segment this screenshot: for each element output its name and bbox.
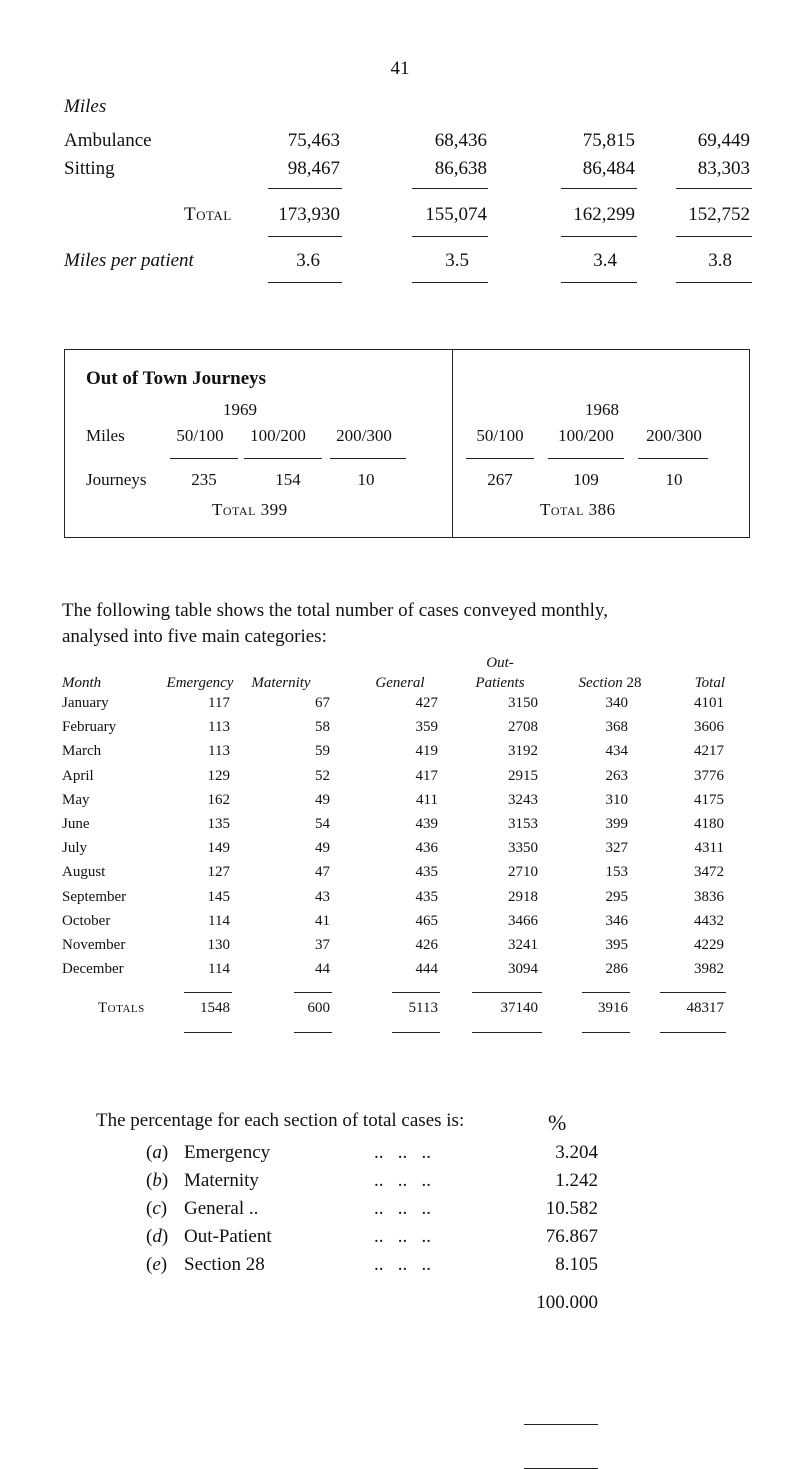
month-cell: October [62, 913, 111, 929]
table-cell: 114 [208, 961, 230, 977]
percent-item-value: 3.204 [555, 1142, 598, 1163]
percent-item-label: Section 28 [184, 1254, 265, 1275]
leader-dots: .. .. .. [374, 1198, 431, 1219]
per-patient-value: 3.8 [708, 250, 732, 271]
table-cell: 4432 [694, 913, 724, 929]
journeys-value: 154 [275, 470, 301, 489]
total-value: 162,299 [573, 204, 635, 225]
total-value: 173,930 [278, 204, 340, 225]
divider [561, 188, 637, 189]
divider [170, 458, 238, 459]
month-cell: December [62, 961, 124, 977]
divider [676, 236, 752, 237]
table-cell: 135 [207, 816, 230, 832]
letter: a [152, 1142, 162, 1163]
percent-intro: The percentage for each section of total cases is: [96, 1110, 465, 1131]
letter: c [152, 1198, 161, 1219]
percent-item-label: Out-Patient [184, 1226, 272, 1247]
page-number: 41 [390, 58, 410, 79]
ambulance-value: 69,449 [697, 130, 750, 151]
divider [524, 1424, 598, 1425]
table-cell: 3094 [508, 961, 538, 977]
table-cell: 436 [415, 840, 438, 856]
percent-item-letter: (a) [146, 1142, 169, 1163]
percent-item-value: 76.867 [545, 1226, 598, 1247]
month-cell: March [62, 743, 102, 759]
sitting-value: 86,638 [434, 158, 487, 179]
table-cell: 3982 [694, 961, 724, 977]
divider [472, 1032, 542, 1033]
table-cell: 149 [207, 840, 230, 856]
table-cell: 3606 [694, 719, 724, 735]
totals-value: 1548 [200, 1000, 230, 1016]
table-cell: 49 [315, 840, 330, 856]
header-patients: Patients [475, 675, 525, 691]
table-cell: 113 [208, 719, 230, 735]
header-general: General [375, 675, 425, 691]
percent-item-letter: (c) [146, 1198, 168, 1219]
table-cell: 426 [415, 937, 438, 953]
table-cell: 54 [315, 816, 330, 832]
table-cell: 117 [208, 695, 230, 711]
table-cell: 411 [416, 792, 438, 808]
ambulance-value: 75,463 [287, 130, 340, 151]
journeys-value: 267 [487, 470, 513, 489]
header-section-number: 28 [626, 675, 642, 691]
divider [660, 992, 726, 993]
table-cell: 3836 [694, 889, 724, 905]
divider [184, 1032, 232, 1033]
totals-value: 37140 [500, 1000, 538, 1016]
totals-value: 600 [307, 1000, 330, 1016]
table-cell: 3243 [508, 792, 538, 808]
sitting-value: 83,303 [697, 158, 750, 179]
divider [412, 236, 488, 237]
header-emergency: Emergency [166, 675, 234, 691]
table-cell: 2915 [508, 768, 538, 784]
table-cell: 4311 [694, 840, 724, 856]
divider [582, 1032, 630, 1033]
table-cell: 399 [605, 816, 628, 832]
divider [184, 992, 232, 993]
table-cell: 41 [315, 913, 330, 929]
table-cell: 49 [315, 792, 330, 808]
divider [676, 282, 752, 283]
intro-line-2: analysed into five main categories: [62, 626, 327, 647]
miles-label: Miles [86, 426, 125, 445]
percent-item-label: Maternity [184, 1170, 259, 1191]
band-label: 200/300 [646, 426, 702, 445]
divider [268, 236, 342, 237]
table-cell: 153 [605, 864, 628, 880]
table-cell: 2708 [508, 719, 538, 735]
table-cell: 3776 [694, 768, 724, 784]
table-cell: 4217 [694, 743, 724, 759]
divider [294, 992, 332, 993]
table-cell: 37 [315, 937, 330, 953]
divider [412, 188, 488, 189]
table-cell: 67 [315, 695, 330, 711]
year-1969: 1969 [223, 400, 257, 419]
journeys-value: 109 [573, 470, 599, 489]
miles-heading: Miles [64, 96, 107, 117]
table-cell: 435 [415, 889, 438, 905]
table-cell: 434 [605, 743, 628, 759]
percent-item-letter: (b) [146, 1170, 169, 1191]
band-label: 100/200 [250, 426, 306, 445]
total-value: 152,752 [688, 204, 750, 225]
table-cell: 3350 [508, 840, 538, 856]
table-cell: 58 [315, 719, 330, 735]
table-cell: 2918 [508, 889, 538, 905]
sitting-label: Sitting [64, 158, 115, 179]
divider [561, 236, 637, 237]
journeys-value: 10 [665, 470, 683, 489]
leader-dots: .. .. .. [374, 1142, 431, 1163]
header-maternity: Maternity [251, 675, 311, 691]
band-label: 200/300 [336, 426, 392, 445]
table-cell: 3466 [508, 913, 538, 929]
divider [638, 458, 708, 459]
percent-symbol: % [548, 1110, 567, 1135]
table-cell: 114 [208, 913, 230, 929]
table-cell: 4229 [694, 937, 724, 953]
per-patient-value: 3.5 [445, 250, 469, 271]
table-cell: 113 [208, 743, 230, 759]
total-label: Total [184, 204, 232, 225]
band-label: 50/100 [476, 426, 524, 445]
table-cell: 44 [315, 961, 330, 977]
percent-item-label: Emergency [184, 1142, 271, 1163]
table-cell: 465 [415, 913, 438, 929]
totals-value: 3916 [598, 1000, 628, 1016]
divider [466, 458, 534, 459]
divider [412, 282, 488, 283]
table-cell: 340 [605, 695, 628, 711]
month-cell: May [62, 792, 90, 808]
divider [244, 458, 322, 459]
band-label: 50/100 [176, 426, 224, 445]
divider [294, 1032, 332, 1033]
divider [392, 1032, 440, 1033]
journeys-value: 10 [357, 470, 375, 489]
table-cell: 3241 [508, 937, 538, 953]
divider [548, 458, 624, 459]
letter: d [152, 1226, 162, 1247]
leader-dots: .. .. .. [374, 1254, 431, 1275]
table-cell: 4101 [694, 695, 724, 711]
ambulance-value: 68,436 [434, 130, 487, 151]
table-cell: 43 [315, 889, 330, 905]
ambulance-value: 75,815 [582, 130, 635, 151]
table-cell: 162 [207, 792, 230, 808]
table-cell: 439 [415, 816, 438, 832]
journeys-value: 235 [191, 470, 217, 489]
leader-dots: .. .. .. [374, 1170, 431, 1191]
totals-value: 5113 [408, 1000, 438, 1016]
percent-item-value: 8.105 [555, 1254, 598, 1275]
table-cell: 2710 [508, 864, 538, 880]
table-cell: 4180 [694, 816, 724, 832]
leader-dots: .. .. .. [374, 1226, 431, 1247]
band-label: 100/200 [558, 426, 614, 445]
table-cell: 59 [315, 743, 330, 759]
out-of-town-title: Out of Town Journeys [86, 368, 267, 389]
header-month: Month [62, 675, 102, 691]
table-cell: 417 [415, 768, 438, 784]
percent-item-value: 1.242 [555, 1170, 598, 1191]
table-cell: 359 [415, 719, 438, 735]
percent-item-letter: (d) [146, 1226, 169, 1247]
table-cell: 286 [605, 961, 628, 977]
table-cell: 295 [605, 889, 628, 905]
table-cell: 327 [605, 840, 628, 856]
month-cell: July [62, 840, 88, 856]
divider [330, 458, 406, 459]
divider [561, 282, 637, 283]
sitting-value: 98,467 [287, 158, 340, 179]
table-cell: 346 [605, 913, 628, 929]
table-cell: 4175 [694, 792, 724, 808]
percent-item-value: 10.582 [545, 1198, 598, 1219]
divider [472, 992, 542, 993]
total-value: 155,074 [425, 204, 487, 225]
table-cell: 127 [207, 864, 230, 880]
box-divider [452, 349, 453, 538]
per-patient-label: Miles per patient [64, 250, 194, 271]
table-cell: 427 [415, 695, 438, 711]
journeys-label: Journeys [86, 470, 147, 489]
totals-label: Totals [98, 1000, 145, 1016]
divider [582, 992, 630, 993]
header-out: Out- [486, 655, 514, 671]
table-cell: 129 [207, 768, 230, 784]
month-cell: June [62, 816, 90, 832]
table-cell: 3192 [508, 743, 538, 759]
percent-total: 100.000 [536, 1292, 598, 1313]
table-cell: 3150 [508, 695, 538, 711]
total-1969: Total 399 [212, 500, 288, 519]
per-patient-value: 3.6 [296, 250, 320, 271]
table-cell: 3472 [694, 864, 724, 880]
divider [268, 188, 342, 189]
table-cell: 368 [605, 719, 628, 735]
letter: b [152, 1170, 162, 1191]
table-cell: 52 [315, 768, 330, 784]
divider [676, 188, 752, 189]
header-total: Total [694, 675, 725, 691]
table-cell: 3153 [508, 816, 538, 832]
per-patient-value: 3.4 [593, 250, 617, 271]
table-cell: 310 [605, 792, 628, 808]
month-cell: April [62, 768, 94, 784]
sitting-value: 86,484 [582, 158, 635, 179]
table-cell: 444 [415, 961, 438, 977]
letter: e [152, 1254, 161, 1275]
table-cell: 47 [315, 864, 330, 880]
total-1968: Total 386 [540, 500, 616, 519]
month-cell: September [62, 889, 127, 905]
percent-item-label: General .. [184, 1198, 259, 1219]
month-cell: August [62, 864, 106, 880]
divider [660, 1032, 726, 1033]
table-cell: 435 [415, 864, 438, 880]
table-cell: 419 [415, 743, 438, 759]
month-cell: January [62, 695, 109, 711]
divider [392, 992, 440, 993]
ambulance-label: Ambulance [64, 130, 152, 151]
divider [268, 282, 342, 283]
month-cell: February [62, 719, 117, 735]
table-cell: 395 [605, 937, 628, 953]
table-cell: 130 [207, 937, 230, 953]
percent-item-letter: (e) [146, 1254, 168, 1275]
month-cell: November [62, 937, 126, 953]
totals-value: 48317 [686, 1000, 724, 1016]
header-section-word: Section [578, 675, 623, 691]
intro-line-1: The following table shows the total number of cases conveyed monthly, [62, 600, 608, 621]
table-cell: 145 [207, 889, 230, 905]
year-1968: 1968 [585, 400, 619, 419]
table-cell: 263 [605, 768, 628, 784]
